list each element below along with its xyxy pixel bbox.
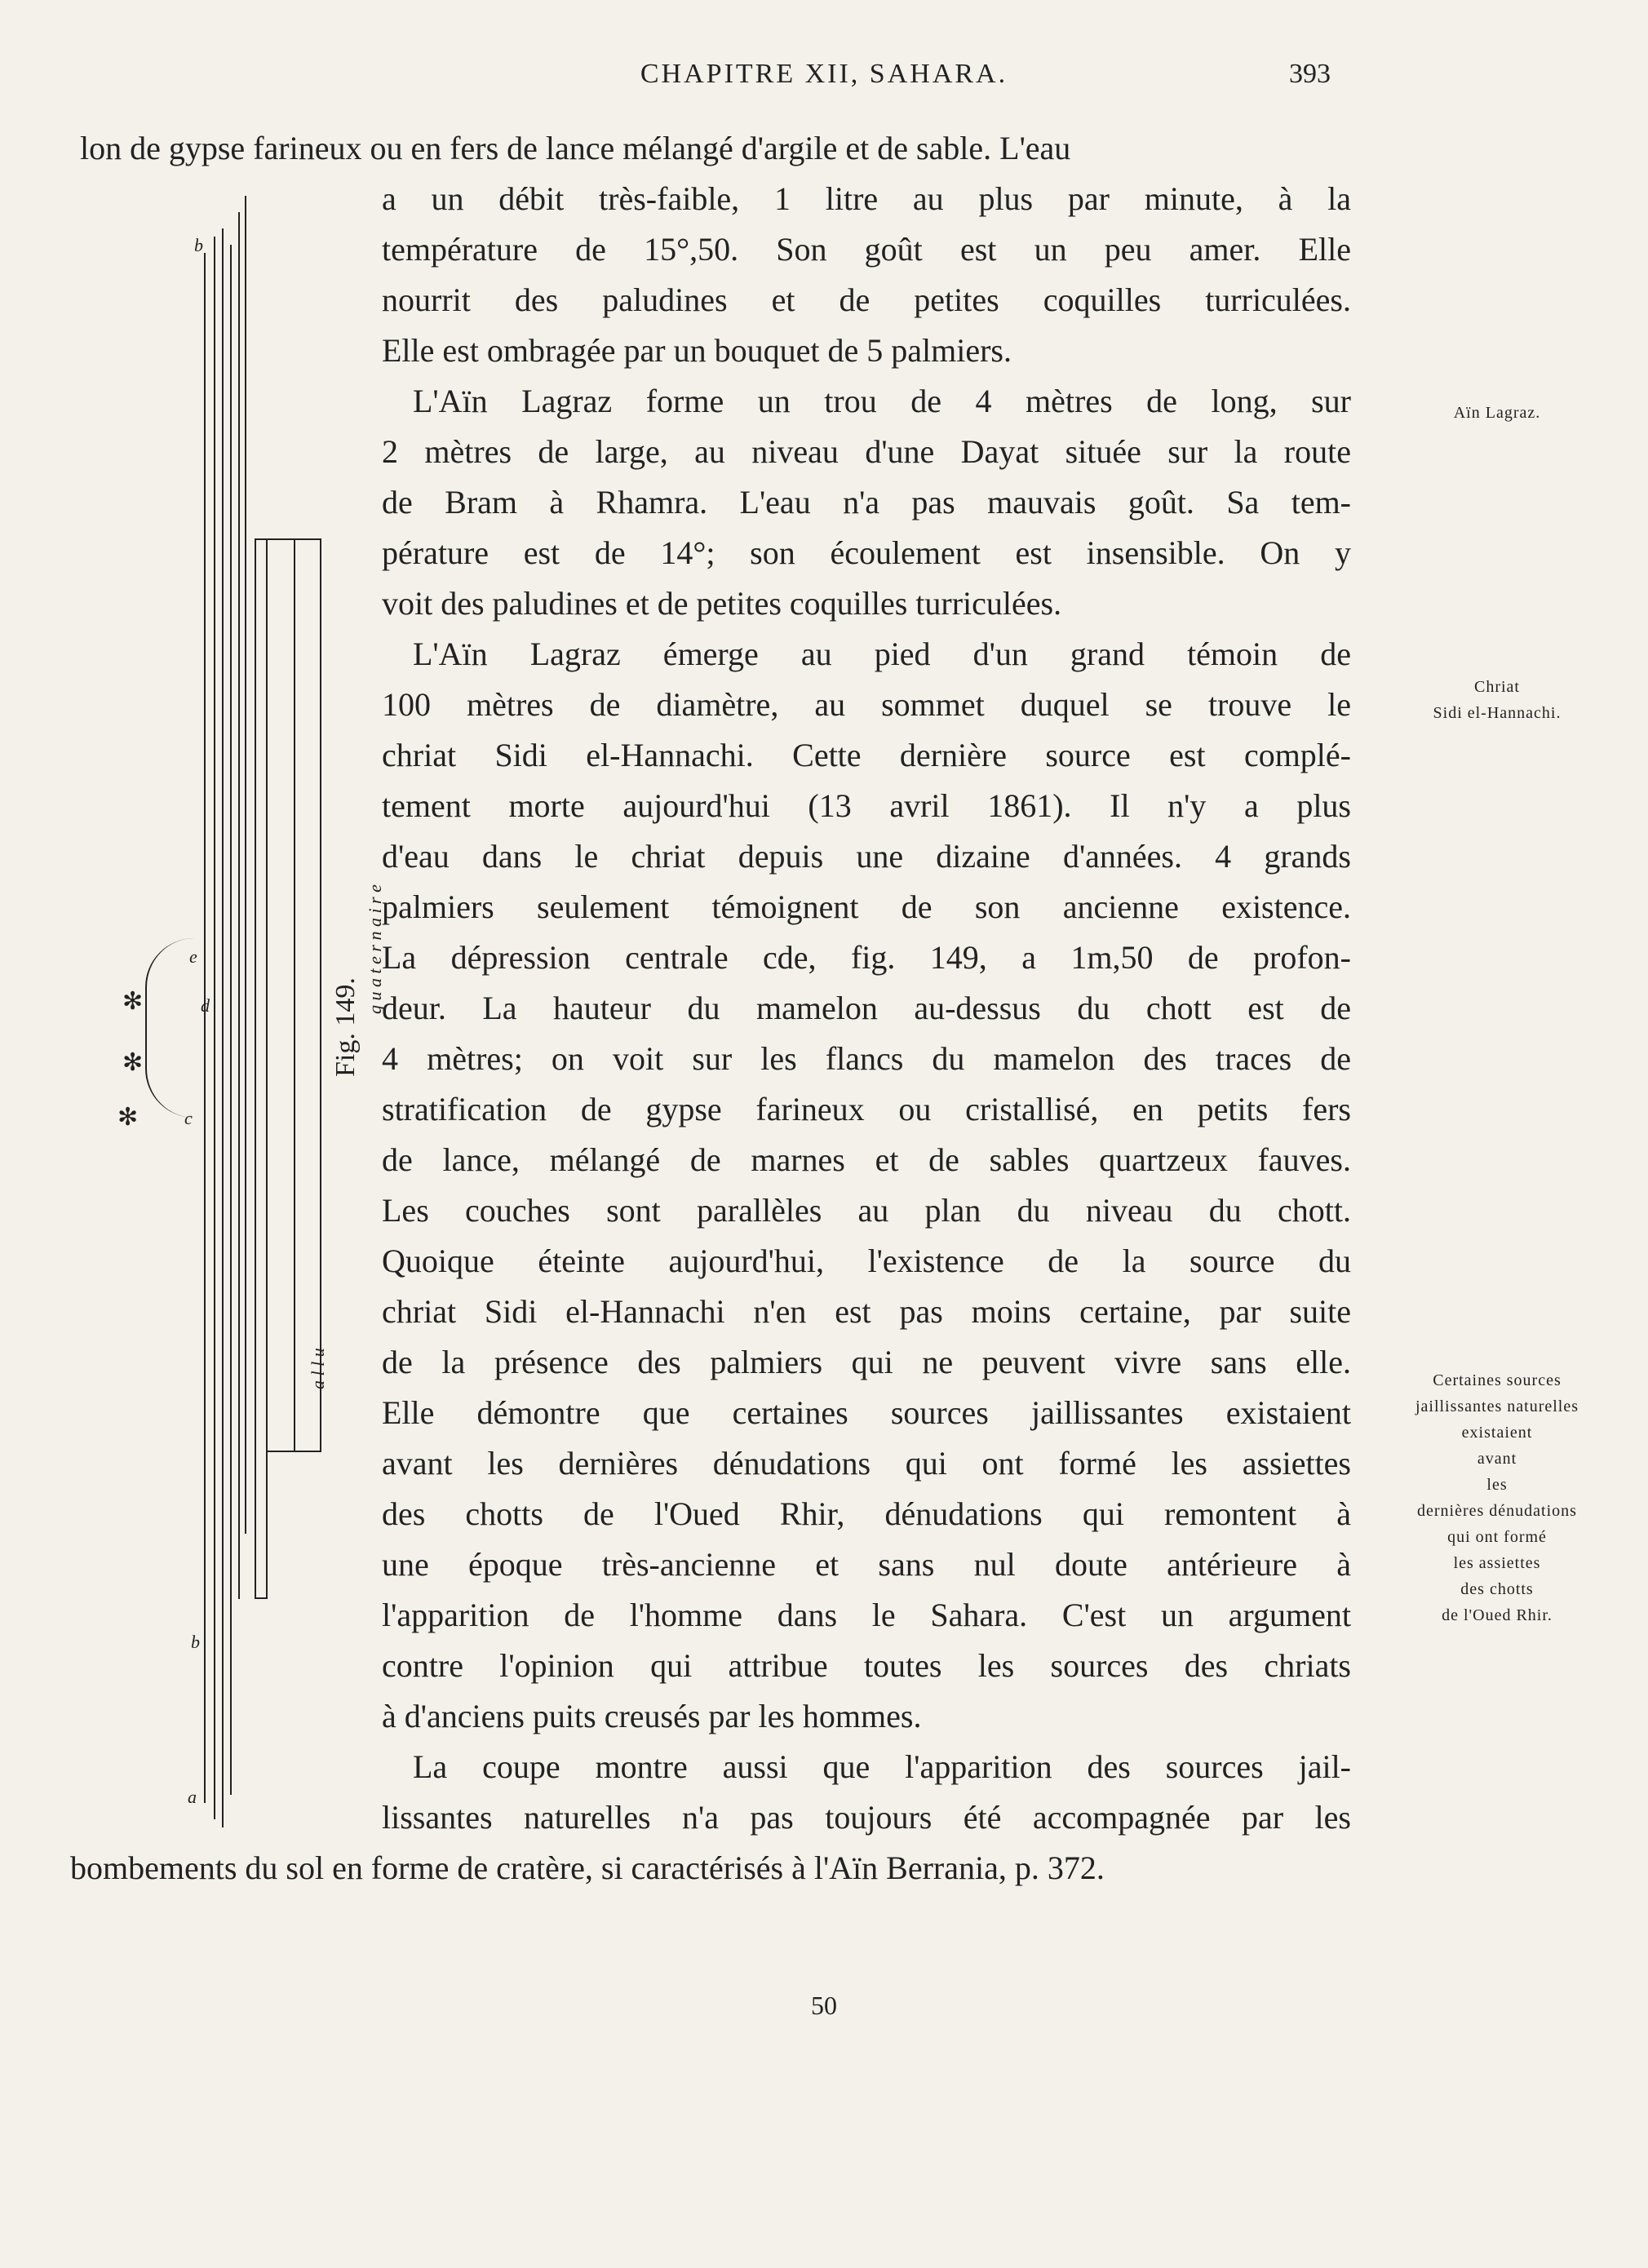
- text-line: à d'anciens puits creusés par les hommes.: [382, 1698, 922, 1734]
- note-line: des chotts: [1460, 1580, 1534, 1598]
- note-line: dernières dénudations: [1417, 1502, 1577, 1520]
- note-line: les assiettes: [1453, 1554, 1541, 1572]
- text-line: nourrit des paludines et de petites coquilles turriculées.: [382, 281, 1351, 318]
- text-line: La coupe montre aussi que l'apparition des sources jail-: [413, 1748, 1351, 1785]
- note-line: existaient: [1461, 1424, 1533, 1442]
- marker-e: e: [189, 946, 197, 967]
- note-line: jaillissantes naturelles: [1415, 1398, 1579, 1415]
- palm-icon: ✻: [117, 1104, 139, 1131]
- text-line: deur. La hauteur du mamelon au-dessus du chott est de: [382, 990, 1351, 1026]
- page-number: 393: [1289, 59, 1331, 89]
- note-line: les: [1486, 1476, 1508, 1494]
- text-line: des chotts de l'Oued Rhir, dénudations qui remontent à: [382, 1495, 1351, 1532]
- text-line: avant les dernières dénudations qui ont formé les assiettes: [382, 1445, 1351, 1482]
- marker-b: b: [194, 235, 203, 255]
- margin-note-ain-lagraz: Aïn Lagraz.: [1453, 404, 1541, 422]
- stratum-line: [294, 538, 295, 1452]
- text-line: de Bram à Rhamra. L'eau n'a pas mauvais goût. Sa tem-: [382, 484, 1351, 520]
- text-line: de lance, mélangé de marnes et de sables quartzeux fauves.: [382, 1141, 1351, 1178]
- text-line: bombements du sol en forme de cratère, si caractérisés à l'Aïn Berrania, p. 372.: [70, 1849, 1105, 1886]
- margin-note-chriat: Chriat: [1474, 678, 1520, 696]
- text-line: tement morte aujourd'hui (13 avril 1861). Il n'y a plus: [382, 787, 1351, 824]
- text-line: L'Aïn Lagraz émerge au pied d'un grand témoin de: [413, 636, 1351, 672]
- palm-icon: ✻: [122, 1049, 144, 1076]
- stratum-line: [222, 228, 224, 1827]
- depression-curve: [145, 938, 212, 1118]
- note-line: de l'Oued Rhir.: [1442, 1606, 1553, 1624]
- stratum-line: [266, 538, 268, 1599]
- text-line: de la présence des palmiers qui ne peuvent vivre sans elle.: [382, 1344, 1351, 1380]
- note-line: Certaines sources: [1433, 1371, 1562, 1389]
- text-line: L'Aïn Lagraz forme un trou de 4 mètres de long, sur: [413, 383, 1351, 419]
- stratum-line: [230, 245, 232, 1795]
- text-line: voit des paludines et de petites coquilles turriculées.: [382, 585, 1062, 622]
- text-line: Les couches sont parallèles au plan du niveau du chott.: [382, 1192, 1351, 1229]
- stratum-edge: [255, 538, 321, 540]
- text-line: une époque très-ancienne et sans nul doute antérieure à: [382, 1546, 1351, 1583]
- marker-d: d: [201, 995, 210, 1016]
- marker-c: c: [184, 1108, 193, 1128]
- figure-caption: Fig. 149.: [330, 977, 361, 1077]
- stratum-line: [245, 196, 246, 1534]
- stratum-edge: [255, 1597, 268, 1599]
- text-line: contre l'opinion qui attribue toutes les sources des chriats: [382, 1647, 1351, 1684]
- text-line: d'eau dans le chriat depuis une dizaine d'années. 4 grands: [382, 838, 1351, 875]
- marker-a: a: [188, 1787, 197, 1807]
- text-line: stratification de gypse farineux ou cristallisé, en petits fers: [382, 1091, 1351, 1127]
- text-line: 2 mètres de large, au niveau d'une Dayat située sur la route: [382, 433, 1351, 470]
- text-line: chriat Sidi el-Hannachi n'en est pas moins certaine, par suite: [382, 1293, 1351, 1330]
- text-line: palmiers seulement témoignent de son ancienne existence.: [382, 888, 1351, 925]
- text-line: pérature est de 14°; son écoulement est insensible. On y: [382, 534, 1351, 571]
- text-line: lon de gypse farineux ou en fers de lance mélangé d'argile et de sable. L'eau: [80, 130, 1071, 166]
- text-line: 4 mètres; on voit sur les flancs du mamelon des traces de: [382, 1040, 1351, 1077]
- text-line: Elle démontre que certaines sources jaillissantes existaient: [382, 1394, 1351, 1431]
- marker-b-bottom: b: [191, 1632, 200, 1652]
- text-line: l'apparition de l'homme dans le Sahara. C'est un argument: [382, 1597, 1351, 1633]
- note-line: avant: [1477, 1450, 1517, 1468]
- stratum-label-quaternaire: q u a t e r n a i r e: [365, 884, 385, 1014]
- stratum-line: [214, 237, 215, 1819]
- margin-note-sidi: Sidi el-Hannachi.: [1433, 704, 1562, 722]
- text-line: chriat Sidi el-Hannachi. Cette dernière source est complé-: [382, 737, 1351, 773]
- stratum-edge: [266, 1451, 321, 1452]
- note-line: qui ont formé: [1447, 1528, 1547, 1546]
- margin-note-certaines: [1379, 1367, 1615, 1628]
- signature-mark: 50: [811, 1991, 837, 2020]
- palm-icon: ✻: [122, 988, 144, 1015]
- text-line: 100 mètres de diamètre, au sommet duquel se trouve le: [382, 686, 1351, 723]
- text-line: a un débit très-faible, 1 litre au plus par minute, à la: [382, 180, 1351, 217]
- text-line: Elle est ombragée par un bouquet de 5 palmiers.: [382, 332, 1012, 369]
- text-line: lissantes naturelles n'a pas toujours été accompagnée par les: [382, 1799, 1351, 1836]
- text-line: La dépression centrale cde, fig. 149, a 1m,50 de profon-: [382, 939, 1351, 976]
- running-head: CHAPITRE XII, SAHARA.: [640, 59, 1008, 89]
- stratum-label-alluvions: a l l u: [308, 1348, 328, 1389]
- stratum-line: [238, 212, 240, 1599]
- text-line: température de 15°,50. Son goût est un peu amer. Elle: [382, 231, 1351, 268]
- stratum-line: [255, 538, 256, 1599]
- text-line: Quoique éteinte aujourd'hui, l'existence de la source du: [382, 1243, 1351, 1279]
